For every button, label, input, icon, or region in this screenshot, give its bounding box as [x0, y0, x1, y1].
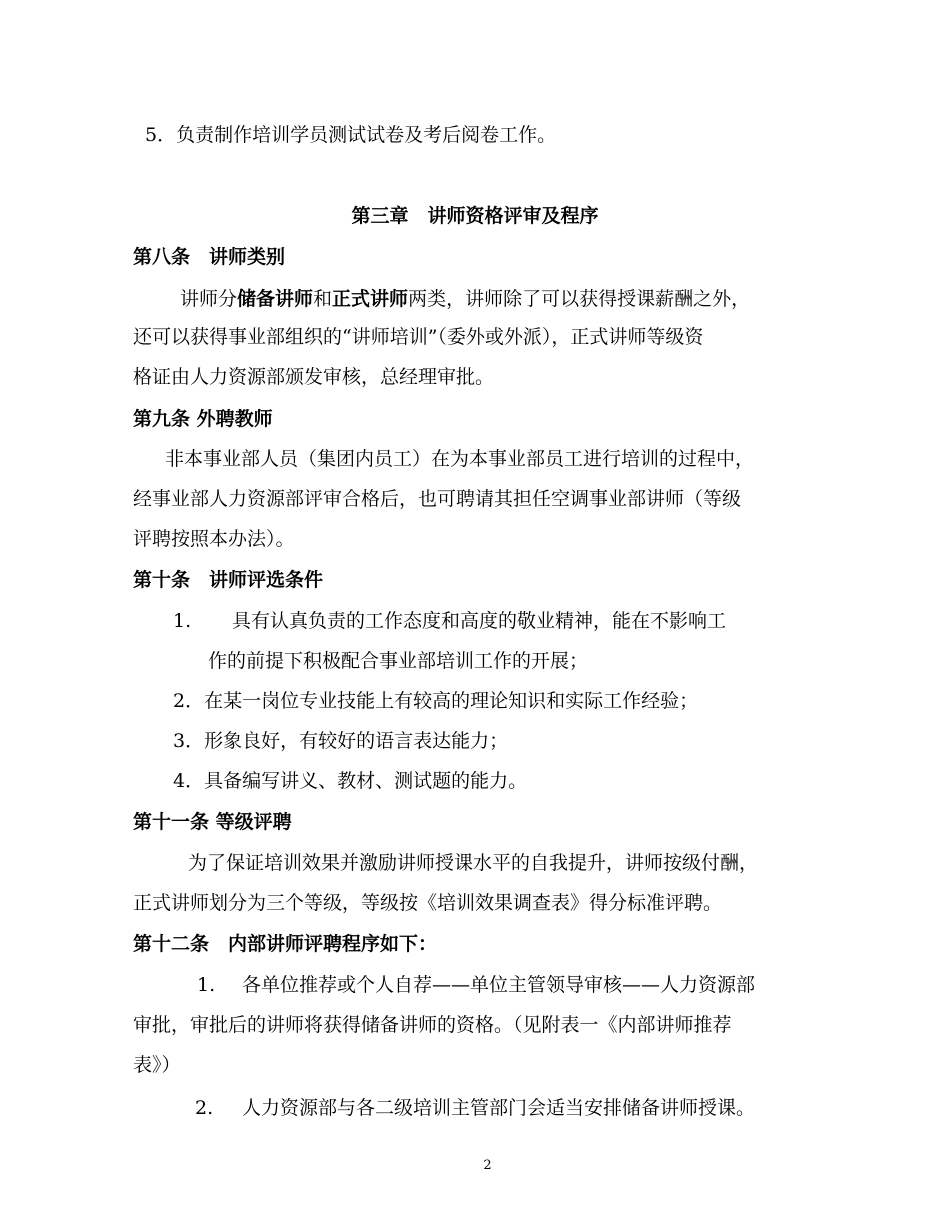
condition-1-continuation: 作的前提下积极配合事业部培训工作的开展； [208, 650, 589, 672]
text-run: 两类，讲师除了可以获得授课薪酬之外， [408, 288, 751, 310]
article-8-paragraph-line-2: 还可以获得事业部组织的“讲师培训”（委外或外派），正式讲师等级资 [133, 326, 704, 348]
article-9-paragraph-line-1: 非本事业部人员（集团内员工）在为本事业部员工进行培训的过程中， [165, 448, 755, 470]
step-2-number: 2. [195, 1097, 214, 1119]
article-9-paragraph-line-2: 经事业部人力资源部评审合格后，也可聘请其担任空调事业部讲师（等级 [133, 488, 742, 510]
article-8-paragraph-line-1 [180, 287, 750, 311]
item-5: 5．负责制作培训学员测试试卷及考后阅卷工作。 [145, 124, 557, 146]
step-1-continuation: 审批，审批后的讲师将获得储备讲师的资格。（见附表一《内部讲师推荐 [133, 1014, 732, 1036]
article-11-paragraph-line-1: 为了保证培训效果并激励讲师授课水平的自我提升，讲师按级付酬， [188, 852, 759, 874]
term-formal-lecturer: 正式讲师 [332, 288, 409, 310]
chapter-3-title: 第三章 讲师资格评审及程序 [351, 205, 599, 227]
text-run: 讲师分 [180, 288, 238, 310]
article-11-paragraph-line-2: 正式讲师划分为三个等级，等级按《培训效果调查表》得分标准评聘。 [133, 892, 723, 914]
text-run: 和 [313, 288, 333, 310]
article-9-heading: 第九条 外聘教师 [133, 408, 273, 430]
condition-3: 3．形象良好，有较好的语言表达能力； [173, 730, 509, 752]
condition-1-text: 具有认真负责的工作态度和高度的敬业精神，能在不影响工 [232, 610, 727, 632]
term-reserve-lecturer: 储备讲师 [237, 288, 314, 310]
article-12-heading: 第十二条 内部讲师评聘程序如下： [133, 933, 438, 955]
condition-4: 4．具备编写讲义、教材、测试题的能力。 [173, 770, 528, 792]
article-9-paragraph-line-3: 评聘按照本办法）。 [133, 528, 295, 550]
step-2-text: 人力资源部与各二级培训主管部门会适当安排储备讲师授课。 [242, 1097, 756, 1119]
step-1-text: 各单位推荐或个人自荐——单位主管领导审核——人力资源部 [242, 974, 756, 996]
article-10-heading: 第十条 讲师评选条件 [133, 569, 324, 591]
page-number: 2 [483, 1158, 492, 1173]
article-8-paragraph-line-3: 格证由人力资源部颁发审核，总经理审批。 [133, 366, 495, 388]
condition-1-number: 1. [173, 610, 192, 632]
condition-2: 2．在某一岗位专业技能上有较高的理论知识和实际工作经验； [173, 690, 699, 712]
step-1-number: 1. [197, 974, 216, 996]
article-8-heading: 第八条 讲师类别 [133, 246, 286, 268]
step-1-continuation-2: 表》） [133, 1054, 181, 1076]
article-11-heading: 第十一条 等级评聘 [133, 811, 292, 833]
